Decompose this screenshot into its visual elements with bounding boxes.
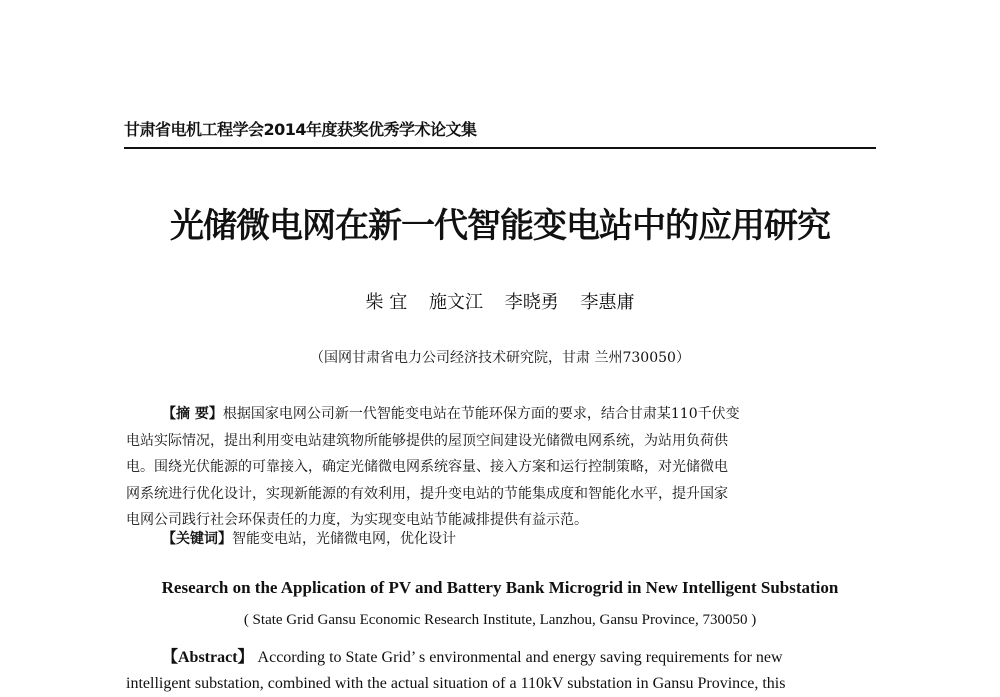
author-name: 施文江 — [429, 292, 483, 313]
paper-title: 光储微电网在新一代智能变电站中的应用研究 — [170, 206, 830, 246]
abstract-line: 网系统进行优化设计，实现新能源的有效利用，提升变电站的节能集成度和智能化水平，提升国家 — [126, 485, 728, 502]
author-list — [0, 288, 1000, 314]
affiliation: （国网甘肃省电力公司经济技术研究院，甘肃 兰州730050） — [310, 350, 690, 366]
keywords — [162, 528, 456, 548]
abstract-label: 【摘 要】 — [162, 406, 223, 422]
header-divider — [124, 147, 876, 149]
running-header: 甘肃省电机工程学会2014年度获奖优秀学术论文集 — [124, 120, 477, 139]
english-affiliation: ( State Grid Gansu Economic Research Institute, Lanzhou, Gansu Province, 730050 ) — [243, 612, 757, 628]
author-name: 李惠庸 — [580, 292, 635, 313]
english-abstract-label: 【Abstract】 — [162, 649, 254, 666]
abstract-text: 根据国家电网公司新一代智能变电站在节能环保方面的要求，结合甘肃某110千伏变 — [222, 406, 740, 422]
abstract-line: 电站实际情况，提出利用变电站建筑物所能够提供的屋顶空间建设光储微电网系统，为站用负荷供 — [126, 432, 728, 449]
english-title: Research on the Application of PV and Battery Bank Microgrid in New Intelligent Substation — [161, 578, 839, 597]
chinese-abstract — [126, 401, 878, 534]
keywords-text: 智能变电站，光储微电网，优化设计 — [232, 531, 456, 547]
author-name: 柴 宜 — [365, 292, 408, 313]
abstract-line: 电。围绕光伏能源的可靠接入，确定光储微电网系统容量、接入方案和运行控制策略，对光储微电 — [126, 459, 728, 475]
keywords-label: 【关键词】 — [162, 531, 232, 547]
english-abstract-line — [126, 645, 878, 671]
author-name: 李晓勇 — [504, 292, 559, 313]
english-abstract-line: intelligent substation, combined with the actual situation of a 110kV substation in Gansu Province, this — [126, 675, 786, 692]
english-abstract-text: According to State Grid’ s environmental and energy saving requirements for new — [257, 649, 783, 666]
english-abstract — [126, 645, 878, 697]
abstract-line — [126, 401, 878, 428]
abstract-line: 电网公司践行社会环保责任的力度，为实现变电站节能减排提供有益示范。 — [126, 512, 588, 528]
